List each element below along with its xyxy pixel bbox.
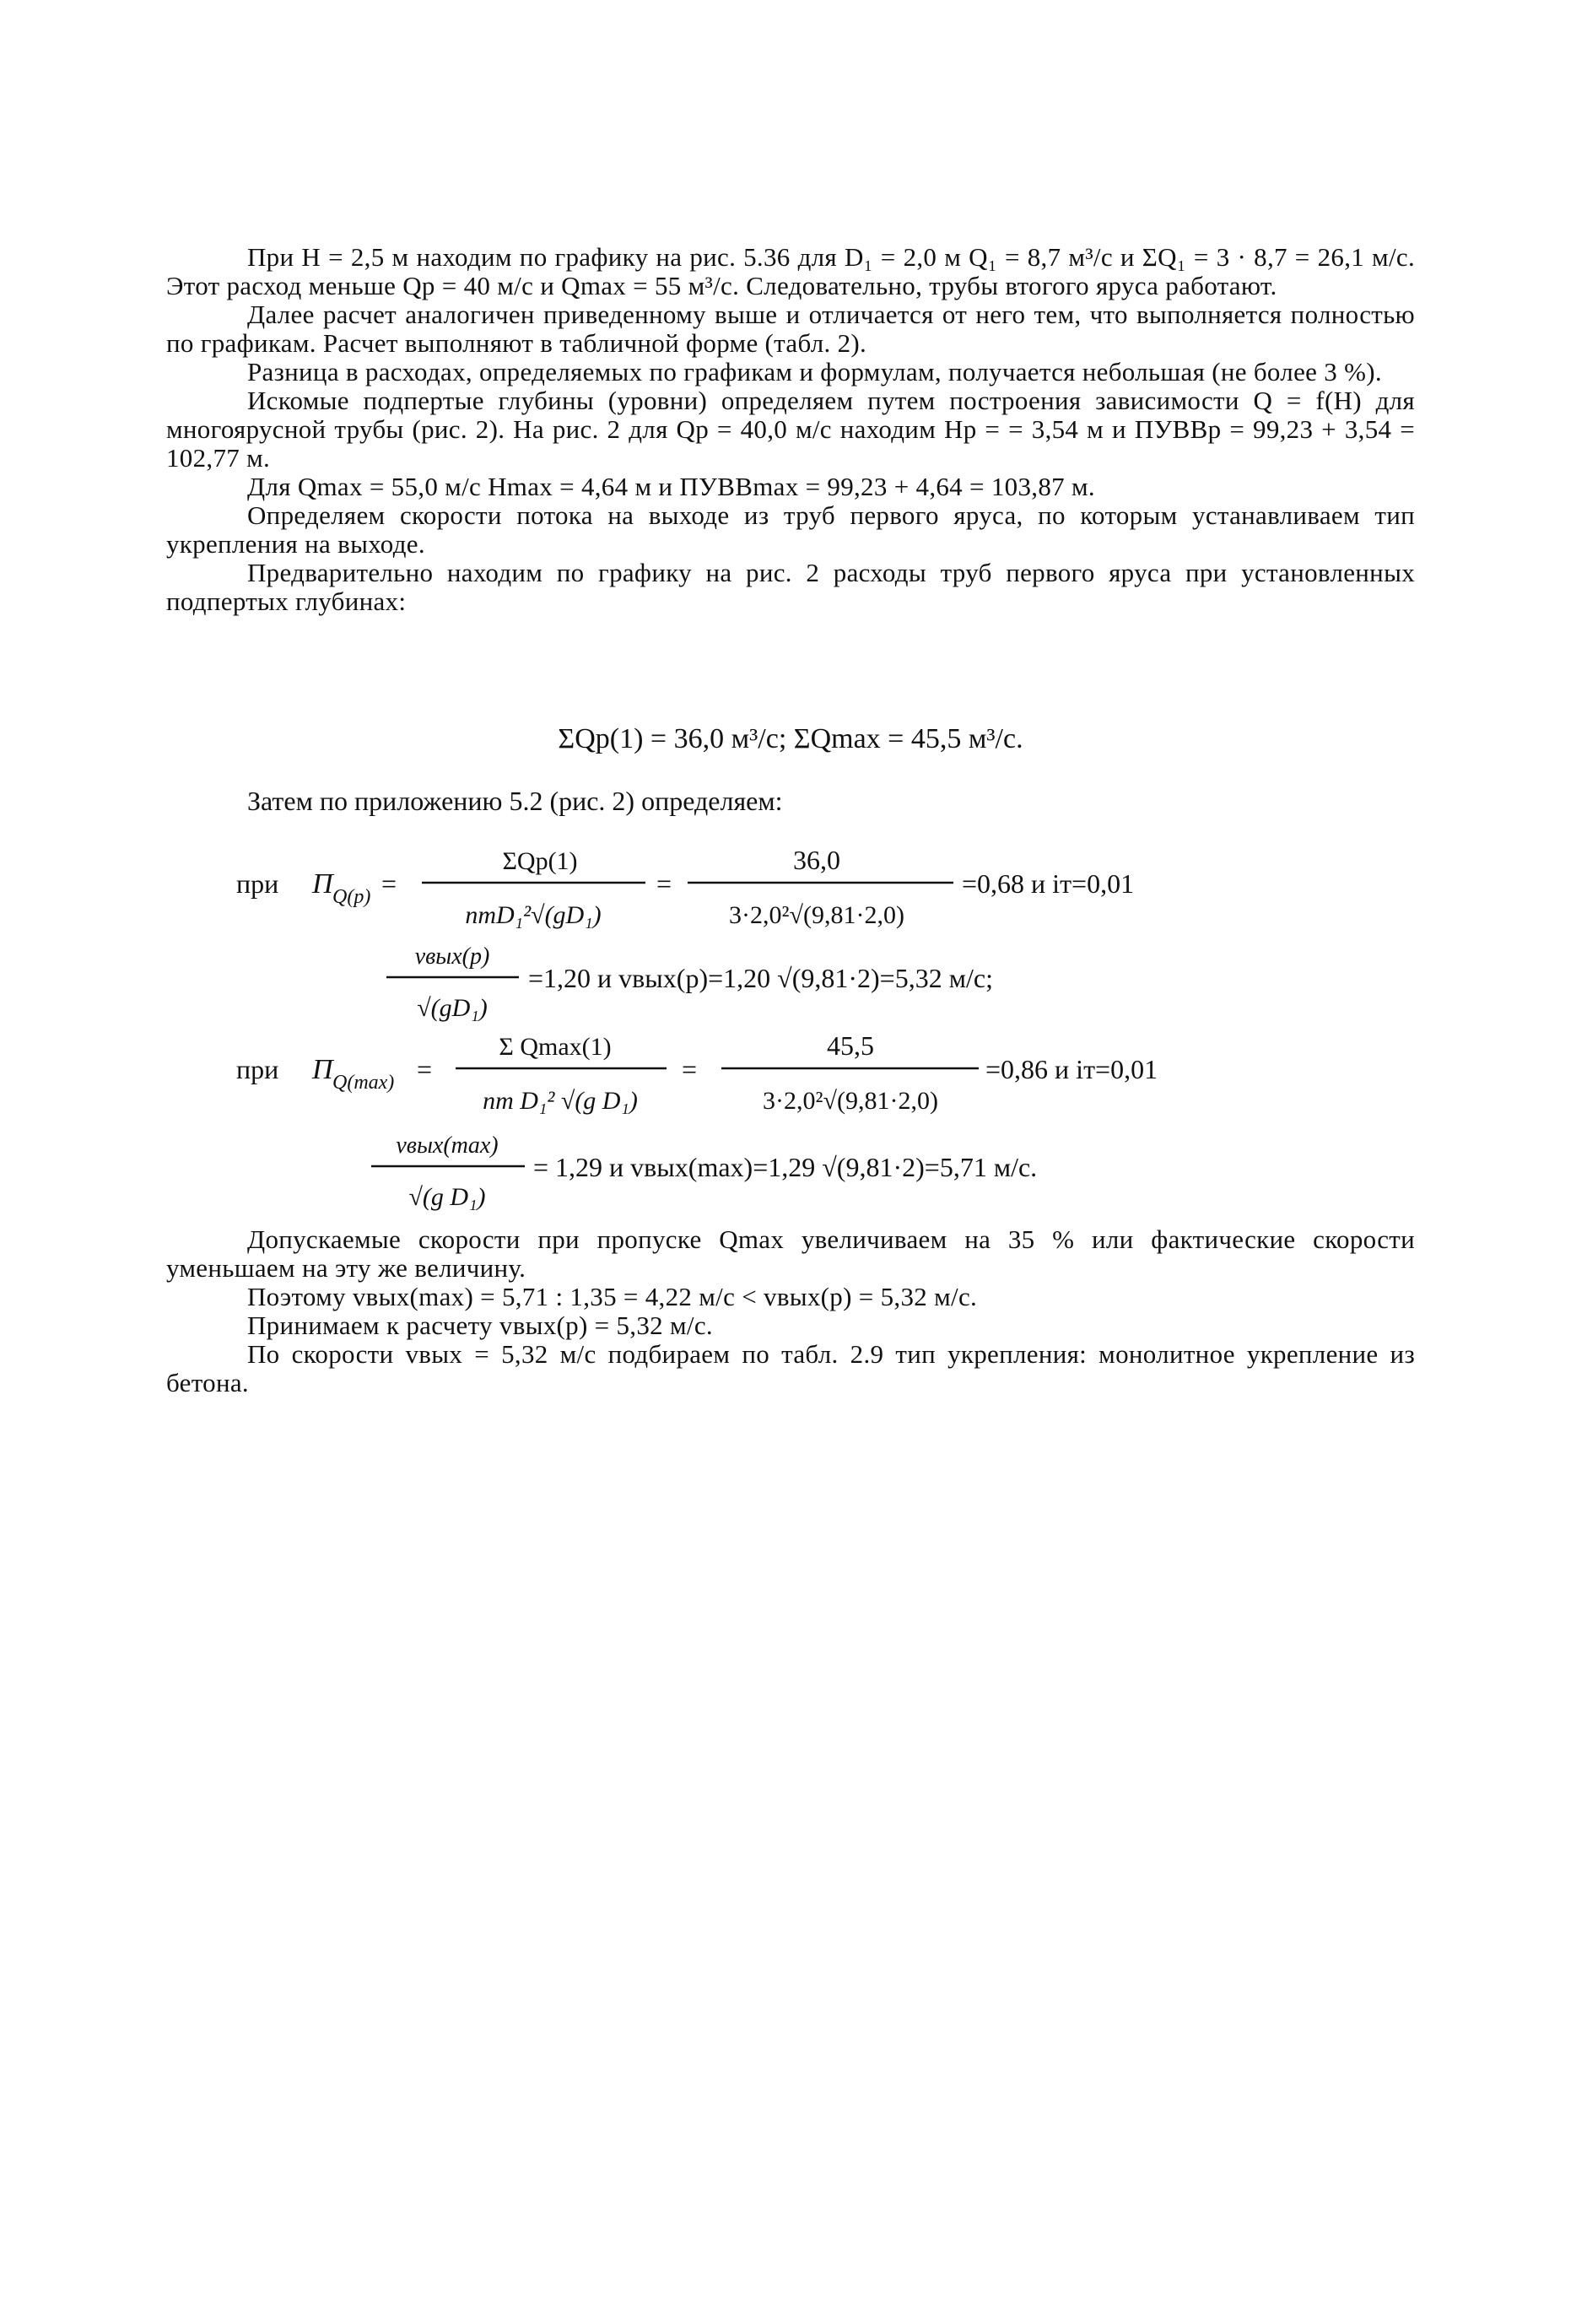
formula-result: =0,86 и iт=0,01 <box>985 1054 1158 1084</box>
fraction-denominator: √(gD₁) <box>417 994 488 1022</box>
fraction-numerator: 45,5 <box>827 1030 874 1061</box>
paragraph: Принимаем к расчету vвых(p) = 5,32 м/с. <box>247 1311 713 1340</box>
fraction-numerator: vвых(max) <box>396 1132 499 1159</box>
fraction-denominator: 3·2,0²√(9,81·2,0) <box>729 901 904 929</box>
formula-symbol: П <box>312 868 333 900</box>
formula-subscript: Q(p) <box>332 886 371 908</box>
sum-equation: ΣQp(1) = 36,0 м³/с; ΣQmax = 45,5 м³/с. <box>558 723 1023 754</box>
paragraph: Искомые подпертые глубины (уровни) определяем путем построения зависимости Q = f(H) для многоярусной трубы (рис. 2). На рис. 2 для Qp = 40,0 м/с находим Hp = = 3,54 м и ПУВВp = 99,23 + 3,54 = 102,77 м. <box>166 386 1415 473</box>
formula-symbol: П <box>312 1054 333 1085</box>
paragraph: Определяем скорости потока на выходе из труб первого яруса, по которым устанавливаем тип укрепления на выходе. <box>166 500 1415 559</box>
fraction-denominator: 3·2,0²√(9,81·2,0) <box>763 1087 938 1115</box>
paragraph: Для Qmax = 55,0 м/с Hmax = 4,64 м и ПУВВmax = 99,23 + 4,64 = 103,87 м. <box>247 472 1095 501</box>
svg-text:=: = <box>682 1054 698 1084</box>
paragraph: Предварительно находим по графику на рис. 2 расходы труб первого яруса при установленных подпертых глубинах: <box>166 558 1415 616</box>
fraction-denominator: √(g D₁) <box>408 1183 486 1211</box>
svg-text:=: = <box>656 868 672 899</box>
fraction-numerator: ΣQp(1) <box>502 847 578 875</box>
paragraph: Разница в расходах, определяемых по графикам и формулам, получается небольшая (не более 3 %). <box>247 357 1382 386</box>
fraction-denominator: nтD₁²√(gD₁) <box>465 901 602 929</box>
formula-pi-q-max <box>236 1030 1158 1115</box>
formula-label: при <box>236 868 279 899</box>
formula-label: при <box>236 1054 279 1084</box>
fraction-numerator: vвых(p) <box>414 943 490 970</box>
paragraph: Далее расчет аналогичен приведенному выше и отличается от него тем, что выполняется полностью по графикам. Расчет выполняют в табличной форме (табл. 2). <box>166 300 1415 358</box>
formula-result: =1,20 и vвых(p)=1,20 √(9,81·2)=5,32 м/с; <box>528 963 993 993</box>
formula-subscript: Q(max) <box>332 1072 395 1094</box>
closing-text-block <box>166 1225 1415 1397</box>
paragraph: Поэтому vвых(max) = 5,71 : 1,35 = 4,22 м/с < vвых(p) = 5,32 м/с. <box>247 1282 978 1311</box>
formula-v-out-p <box>386 943 993 1022</box>
formula-v-out-max <box>371 1132 1037 1211</box>
svg-text:=: = <box>417 1054 433 1084</box>
fraction-numerator: 36,0 <box>793 845 840 875</box>
paragraph: При H = 2,5 м находим по графику на рис. 5.36 для D₁ = 2,0 м Q₁ = 8,7 м³/с и ΣQ₁ = 3 · 8,7 = 26,1 м/с. Этот расход меньше Qp = 40 м/с и Qmax = 55 м³/с. Следовательно, трубы втогого яруса работают. <box>166 242 1415 300</box>
formula-result: = 1,29 и vвых(max)=1,29 √(9,81·2)=5,71 м/с. <box>533 1152 1038 1182</box>
then-line: Затем по приложению 5.2 (рис. 2) определяем: <box>247 786 783 816</box>
paragraph: Допускаемые скорости при пропуске Qmax увеличиваем на 35 % или фактические скорости уменьшаем на эту же величину. <box>166 1224 1415 1283</box>
svg-text:=: = <box>381 868 397 899</box>
fraction-denominator: nт D₁² √(g D₁) <box>483 1087 638 1115</box>
paragraph: По скорости vвых = 5,32 м/с подбираем по табл. 2.9 тип укрепления: монолитное укрепление из бетона. <box>166 1339 1415 1397</box>
fraction-numerator: Σ Qmax(1) <box>499 1033 612 1061</box>
formula-pi-q-p <box>236 845 1134 929</box>
formula-result: =0,68 и iт=0,01 <box>962 868 1135 899</box>
